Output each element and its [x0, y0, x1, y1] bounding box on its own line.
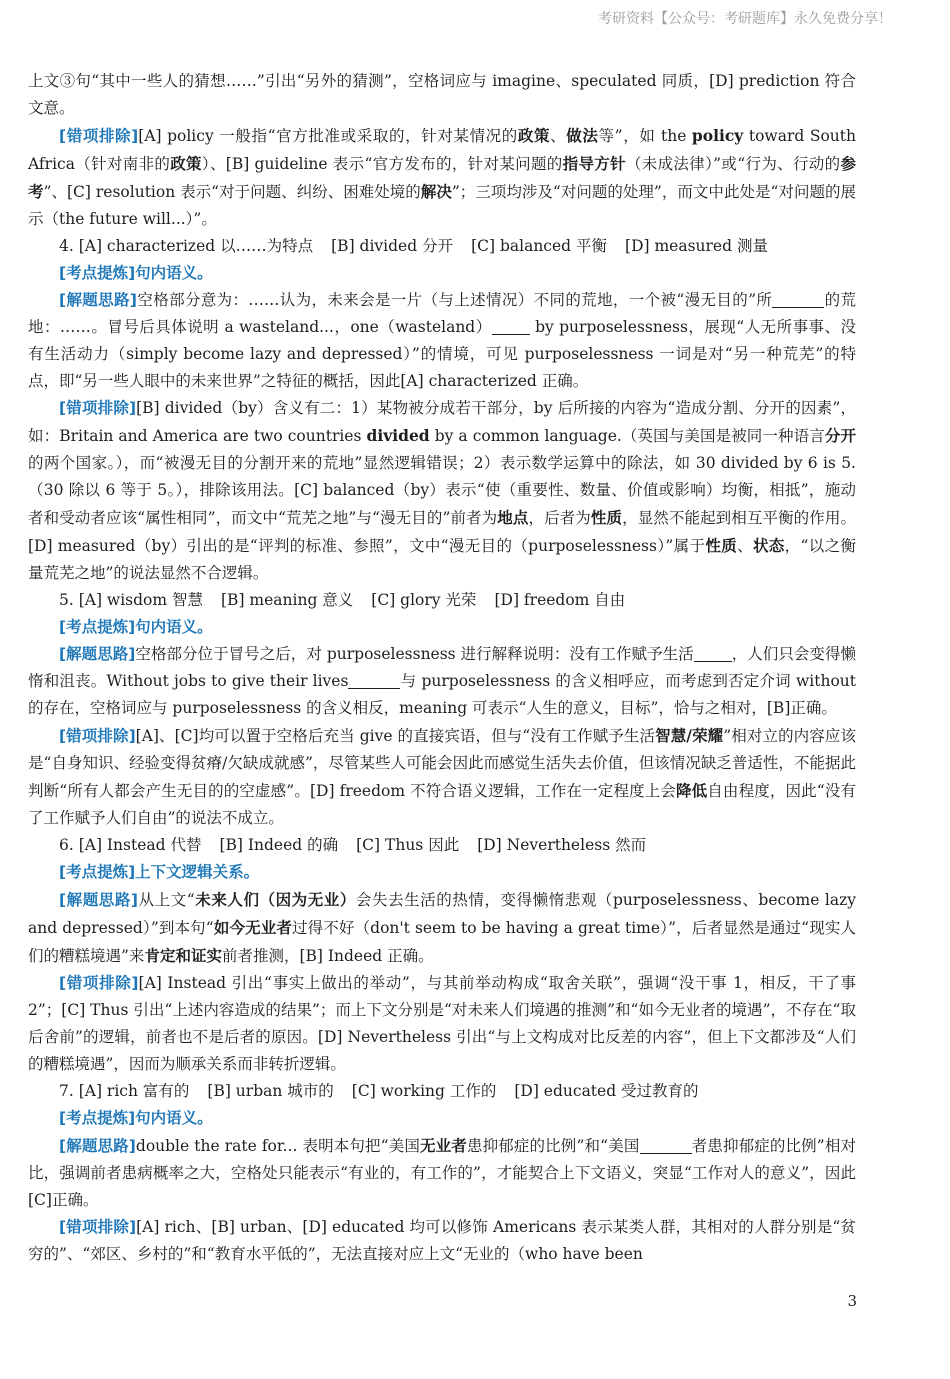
- q5-options: [28, 587, 856, 614]
- q4-error-elimination: [错项排除][B] divided（by）含义有二：1）某物被分成若干部分，by 后所接的内容为“造成分割、分开的因素”，如：Britain and America are two countries divided by a common language.（英国与美国是被同一种语言分开的两个国家。），而“被漫无目的分割开来的荒地”显然逻辑错误；2）表示数学运算中的除法，如 30 divided by 6 is 5.（30 除以 6 等于 5。），排除该用法。[C] balanced（by）表示“使（重要性、数量、价值或影响）均衡，相抵”，施动者和受动者应该“属性相同”，而文中“荒芜之地”与“漫无目的”前者为地点，后者为性质，显然不能起到相互平衡的作用。[D] measured（by）引出的是“评判的标准、参照”，文中“漫无目的（purposelessness）”属于性质、状态，“以之衡量荒芜之地”的说法显然不合逻辑。: [28, 399, 856, 582]
- q4-option-b: [B] divided 分开: [331, 237, 454, 255]
- q5-error-elimination: [错项排除][A]、[C]均可以置于空格后充当 give 的直接宾语，但与“没有工作赋予生活智慧/荣耀”相对立的内容应该是“自身知识、经验变得贫瘠/欠缺成就感”，尽管某些人可能会因此而感觉生活失去价值，但该情况缺乏普适性，不能据此判断“所有人都会产生无目的的空虚感”。[D] freedom 不符合语义逻辑，工作在一定程度上会降低自由程度，因此“没有了工作赋予人们自由”的说法不成立。: [28, 726, 856, 827]
- q6-jieti: [解题思路]从上文“未来人们（因为无业）会失去生活的热情，变得懒惰悲观（purposelessness、become lazy and depressed）”到本句“如今无业者过得不好（don't seem to be having a great time）”，后者显然是通过“现实人们的糟糕境遇”来肯定和证实前者推测，[B] Indeed 正确。: [28, 890, 856, 965]
- q7-option-a: 7. [A] rich 富有的: [59, 1082, 190, 1100]
- q6-option-a: 6. [A] Instead 代替: [59, 836, 202, 854]
- q6-kaodian: [考点提炼]上下文逻辑关系。: [59, 863, 260, 881]
- q5-kaodian: [考点提炼]句内语义。: [59, 618, 213, 636]
- q7-option-d: [D] educated 受过教育的: [514, 1082, 699, 1100]
- q3-error-elimination: [错项排除][A] policy 一般指“官方批准或采取的，针对某情况的政策、做法等”，如 the policy toward South Africa（针对南非的政策）、[B] guideline 表示“官方发布的，针对某问题的指导方针（未成法律）”或“行为、行动的参考”、[C] resolution 表示“对于问题、纠纷、困难处境的解决”；三项均涉及“对问题的处理”，而文中此处是“对问题的展示（the future will...）”。: [28, 126, 856, 228]
- q6-option-d: [D] Nevertheless 然而: [477, 836, 647, 854]
- q7-error-elimination: [错项排除][A] rich、[B] urban、[D] educated 均可以修饰 Americans 表示某类人群，其相对的人群分别是“贫穷的”、“郊区、乡村的”和“教育水平低的”，无法直接对应上文“无业的（who have been: [28, 1218, 857, 1263]
- q4-jieti: [解题思路]空格部分意为：……认为，未来会是一片（与上述情况）不同的荒地，一个被“漫无目的”所 的荒地：……。冒号后具体说明 a wasteland...，one（wasteland） by purposelessness，展现“人无所事事、没有生活动力（simply become lazy and depressed）”的情境，可见 purposelessness 一词是对“另一种荒芜”的特点，即“另一些人眼中的未来世界”之特征的概括，因此[A] characterized 正确。: [28, 291, 856, 390]
- q7-options: [28, 1078, 856, 1105]
- blank-line: [348, 673, 400, 690]
- q7-option-b: [B] urban 城市的: [207, 1082, 334, 1100]
- q4-option-a: 4. [A] characterized 以……为特点: [59, 237, 314, 255]
- page-number: 3: [847, 1292, 857, 1310]
- q6-options: [28, 832, 856, 859]
- q6-option-c: [C] Thus 因此: [356, 836, 460, 854]
- q4-options: [28, 233, 856, 260]
- watermark: 考研资料【公众号：考研题库】永久免费分享！: [598, 11, 892, 27]
- q7-kaodian: [考点提炼]句内语义。: [59, 1109, 213, 1127]
- q7-jieti: [解题思路]double the rate for... 表明本句把“美国无业者患抑郁症的比例”和“美国 者患抑郁症的比例”相对比，强调前者患病概率之大，空格处只能表示“有业的，有工作的”，才能契合上下文语义，突显“工作对人的意义”，因此[C]正确。: [28, 1136, 856, 1209]
- q5-option-b: [B] meaning 意义: [221, 591, 354, 609]
- blank-line: [640, 1138, 692, 1155]
- q7-option-c: [C] working 工作的: [351, 1082, 497, 1100]
- q6-option-b: [B] Indeed 的确: [219, 836, 339, 854]
- q6-error-elimination: [错项排除][A] Instead 引出“事实上做出的举动”，与其前举动构成“取舍关联”，强调“没干事 1，相反，干了事 2”；[C] Thus 引出“上述内容造成的结果”；而上下文分别是“对未来人们境遇的推测”和“如今无业者的境遇”，不存在“取后舍前”的逻辑，前者也不是后者的原因。[D] Nevertheless 引出“与上文构成对比反差的内容”，但上下文都涉及“人们的糟糕境遇”，因而为顺承关系而非转折逻辑。: [28, 974, 857, 1073]
- q5-jieti: [解题思路]空格部分位于冒号之后，对 purposelessness 进行解释说明：没有工作赋予生活 ，人们只会变得懒惰和沮丧。Without jobs to give their lives 与 purposelessness 的含义相呼应，而考虑到否定介词 without 的存在，空格词应与 purposelessness 的含义相反，meaning 可表示“人生的意义，目标”，恰与之相对，[B]正确。: [28, 645, 856, 717]
- label-cuoxiang: [错项排除]: [59, 127, 139, 145]
- blank-line: [492, 319, 530, 336]
- q5-option-d: [D] freedom 自由: [494, 591, 626, 609]
- answer-explanations: [28, 68, 856, 1268]
- paragraph-q3-conclusion: 上文③句“其中一些人的猜想……”引出“另外的猜测”，空格词应与 imagine、speculated 同质，[D] prediction 符合文意。: [28, 72, 856, 117]
- q5-option-a: 5. [A] wisdom 智慧: [59, 591, 203, 609]
- blank-line: [694, 646, 732, 663]
- q5-option-c: [C] glory 光荣: [371, 591, 477, 609]
- blank-line: [772, 292, 824, 309]
- q4-kaodian: [考点提炼]句内语义。: [59, 264, 213, 282]
- q4-option-c: [C] balanced 平衡: [471, 237, 608, 255]
- q4-option-d: [D] measured 测量: [625, 237, 768, 255]
